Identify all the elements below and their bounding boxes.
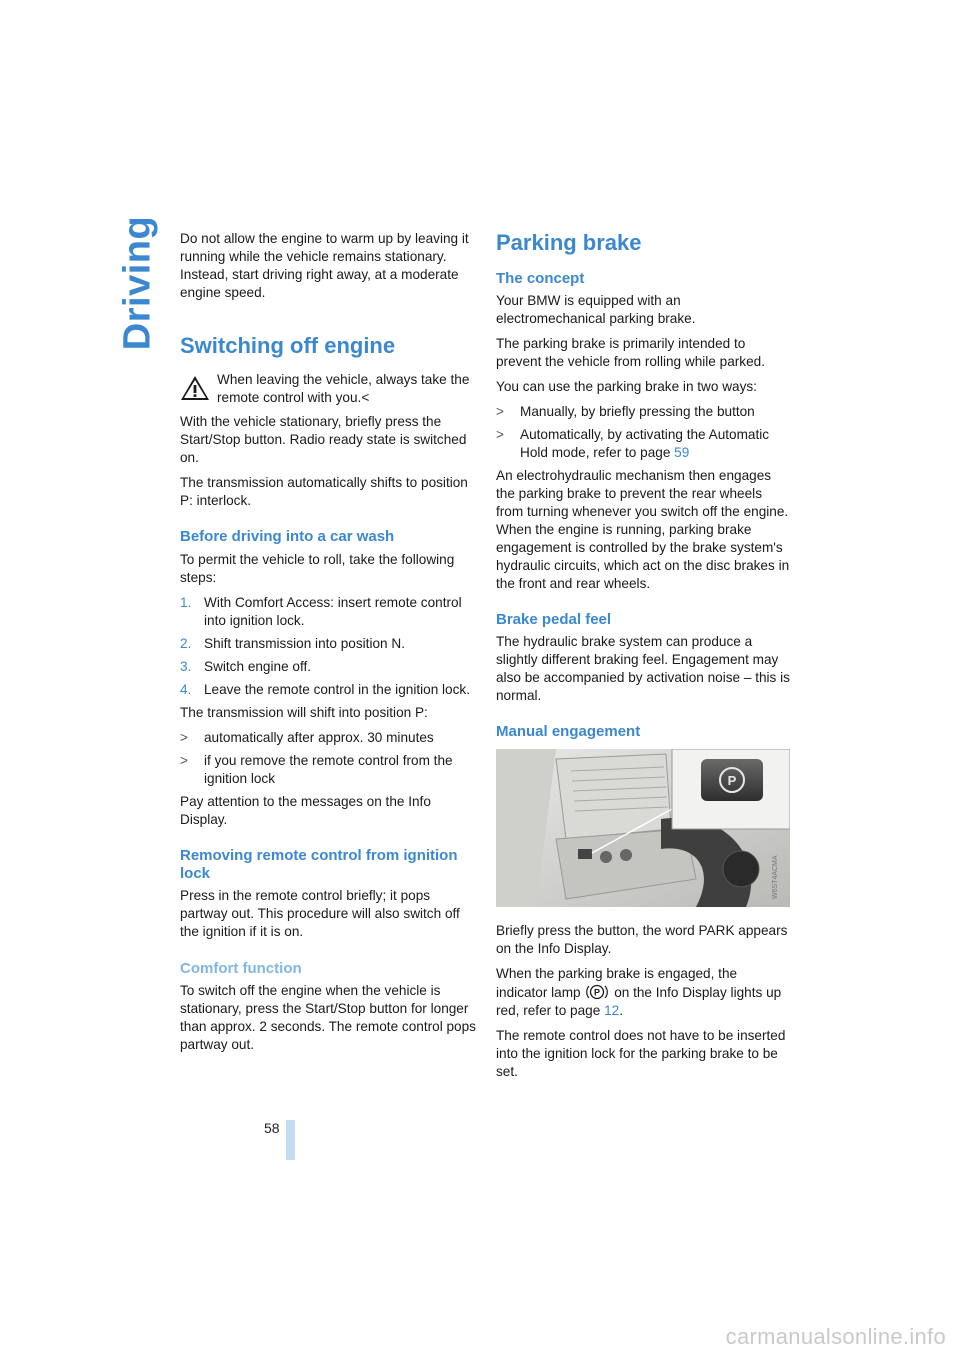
warning-note — [180, 371, 476, 407]
svg-text:W6ST4ACMA: W6ST4ACMA — [772, 855, 779, 899]
intro-paragraph: Do not allow the engine to warm up by leaving it running while the vehicle remains stationary. Instead, start driving right away, at a moderate engine speed. — [180, 231, 469, 300]
parking-brake-photo — [496, 749, 790, 907]
step-text: Leave the remote control in the ignition lock. — [204, 682, 470, 697]
right-column — [496, 230, 792, 1088]
info-display-paragraph: Pay attention to the messages on the Info Display. — [180, 794, 431, 827]
svg-text:P: P — [727, 773, 737, 788]
bullet-item — [180, 752, 476, 788]
step-number: 1. — [180, 595, 192, 610]
end-marker: < — [361, 390, 370, 405]
stationary-paragraph: With the vehicle stationary, briefly press the Start/Stop button. Radio ready state is switched on. — [180, 414, 467, 465]
step-text: Switch engine off. — [204, 659, 312, 674]
step-text: Shift transmission into position N. — [204, 636, 405, 651]
running-paragraph: When the engine is running, parking brake engagement is controlled by the brake system's hydraulic circuits, which act on the disc brakes in the front and rear wheels. — [496, 522, 790, 591]
step-item — [180, 594, 476, 630]
bullet-item — [496, 403, 792, 421]
interlock-paragraph: The transmission automatically shifts to position P: interlock. — [180, 475, 468, 508]
switching-off-heading: Switching off engine — [180, 333, 396, 358]
step-item — [180, 635, 476, 653]
concept-paragraph-1: Your BMW is equipped with an electromechanical parking brake. — [496, 293, 696, 326]
manual-heading: Manual engagement — [496, 723, 641, 740]
comfort-heading: Comfort function — [180, 960, 302, 977]
concept-paragraph-3: You can use the parking brake in two ways: — [496, 379, 757, 394]
step-item — [180, 658, 476, 676]
warning-text: When leaving the vehicle, always take the remote control with you. — [217, 372, 470, 405]
lamp-paragraph: When the parking brake is engaged, the indicator lamp P on the Info Display lights up red, refer to page 12. — [496, 966, 782, 1018]
bullet-marker: > — [180, 730, 188, 745]
page-link[interactable]: 12 — [604, 1003, 620, 1018]
bullet-text: if you remove the remote control from the ignition lock — [204, 753, 453, 786]
bullet-text: Manually, by briefly pressing the button — [520, 404, 755, 419]
bullet-text: automatically after approx. 30 minutes — [204, 730, 434, 745]
remote-paragraph: The remote control does not have to be inserted into the ignition lock for the parking brake to be set. — [496, 1028, 786, 1079]
bullet-marker: > — [496, 427, 504, 442]
parking-brake-lamp-icon — [586, 983, 608, 1001]
page-marker-bar — [286, 1120, 295, 1160]
bullet-text: Automatically, by activating the Automatic Hold mode, refer to page — [520, 427, 770, 460]
parking-brake-heading: Parking brake — [496, 230, 642, 255]
removing-paragraph: Press in the remote control briefly; it pops partway out. This procedure will also switch off the ignition if it is on. — [180, 888, 460, 939]
comfort-paragraph: To switch off the engine when the vehicle is stationary, press the Start/Stop button for longer than approx. 2 seconds. The remote control pops partway out. — [180, 983, 476, 1052]
svg-text:P: P — [594, 987, 601, 998]
pedal-heading: Brake pedal feel — [496, 611, 612, 628]
bullet-item — [496, 426, 792, 462]
step-text: With Comfort Access: insert remote control into ignition lock. — [204, 595, 462, 628]
left-column — [180, 230, 476, 1061]
press-paragraph: Briefly press the button, the word PARK appears on the Info Display. — [496, 923, 788, 956]
bullet-item — [180, 729, 476, 747]
page-link[interactable]: 59 — [674, 445, 690, 460]
page-number: 58 — [264, 1120, 280, 1136]
step-number: 3. — [180, 659, 192, 674]
step-number: 4. — [180, 682, 192, 697]
pedal-paragraph: The hydraulic brake system can produce a slightly different braking feel. Engagement may also be accompanied by activation noise – this is normal. — [496, 634, 790, 703]
bullet-marker: > — [496, 404, 504, 419]
bullet-marker: > — [180, 753, 188, 768]
concept-paragraph-2: The parking brake is primarily intended to prevent the vehicle from rolling while parked. — [496, 336, 765, 369]
mechanism-paragraph: An electrohydraulic mechanism then engages the parking brake to prevent the rear wheels from turning whenever you switch off the engine. — [496, 468, 789, 519]
car-wash-intro: To permit the vehicle to roll, take the following steps: — [180, 552, 455, 585]
concept-heading: The concept — [496, 270, 585, 287]
shift-p-paragraph: The transmission will shift into position P: — [180, 705, 428, 720]
step-number: 2. — [180, 636, 192, 651]
removing-heading: Removing remote control from ignition lock — [180, 847, 458, 882]
step-item — [180, 681, 476, 699]
chapter-title: Driving — [116, 215, 159, 351]
car-wash-heading: Before driving into a car wash — [180, 528, 395, 545]
warning-triangle-icon — [180, 375, 210, 401]
footer-watermark: carmanualsonline.info — [725, 1324, 946, 1349]
